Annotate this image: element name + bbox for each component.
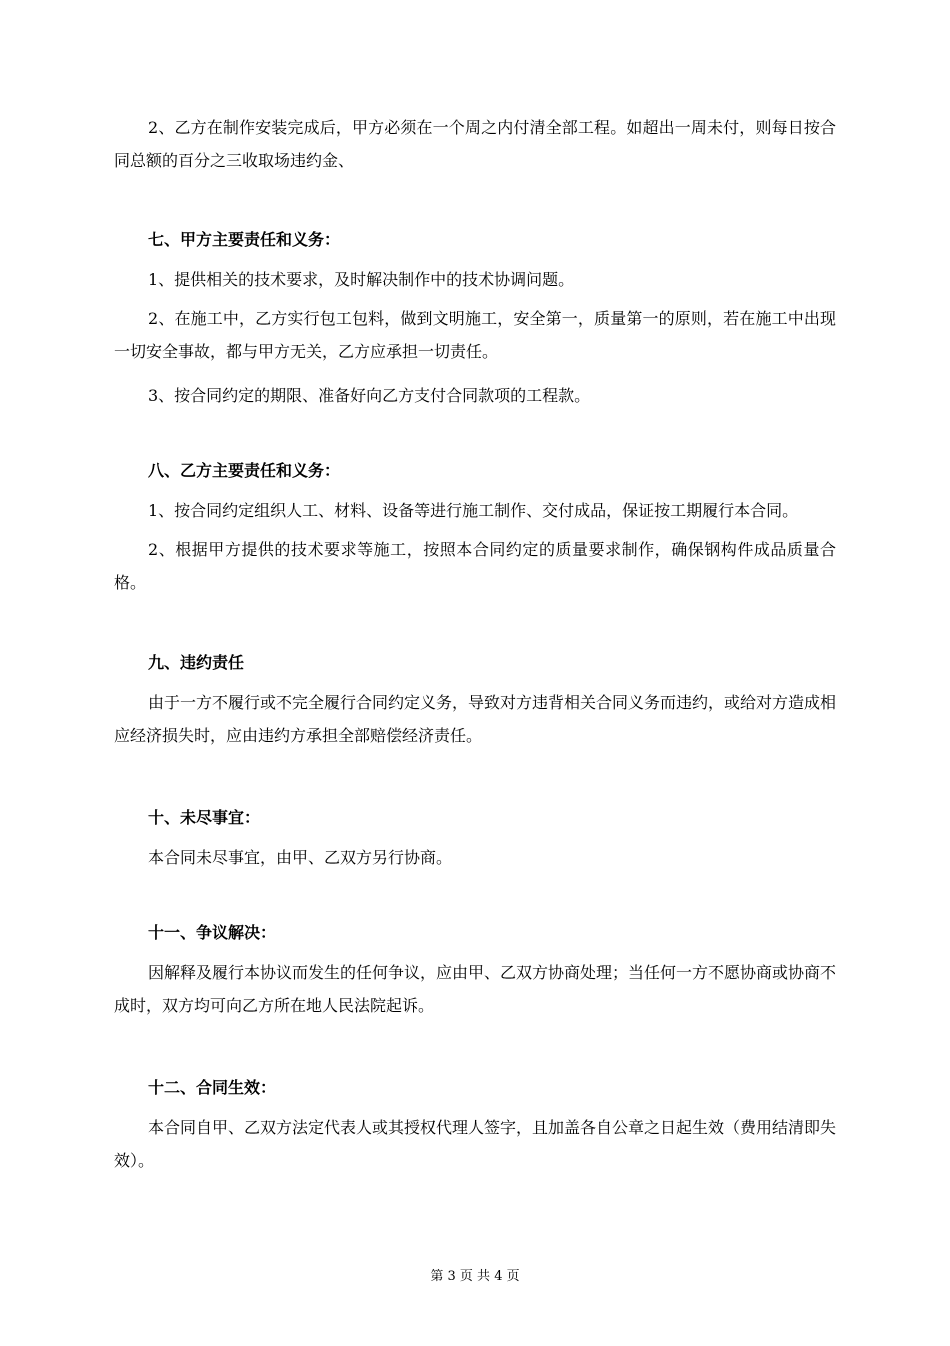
- section-8-heading: 八、乙方主要责任和义务：: [148, 461, 341, 480]
- section-8-paragraph-1: 1、按合同约定组织人工、材料、设备等进行施工制作、交付成品，保证按工期履行本合同。: [148, 501, 799, 520]
- section-11-paragraph-1: 因解释及履行本协议而发生的任何争议，应由甲、乙双方协商处理；当任何一方不愿协商或协商不成时，双方均可向乙方所在地人民法院起诉。: [114, 963, 837, 1015]
- section-7-paragraph-2: 2、在施工中，乙方实行包工包料，做到文明施工，安全第一，质量第一的原则，若在施工中出现一切安全事故，都与甲方无关，乙方应承担一切责任。: [114, 309, 836, 361]
- section-9-paragraph-1: 由于一方不履行或不完全履行合同约定义务，导致对方违背相关合同义务而违约，或给对方造成相应经济损失时，应由违约方承担全部赔偿经济责任。: [114, 693, 837, 745]
- section-7-heading: 七、甲方主要责任和义务：: [148, 230, 341, 249]
- intro-paragraph: 2、乙方在制作安装完成后，甲方必须在一个周之内付清全部工程。如超出一周未付，则每日按合同总额的百分之三收取场违约金、: [114, 118, 836, 170]
- section-12-heading: 十二、合同生效：: [148, 1078, 277, 1097]
- section-8-paragraph-2: 2、根据甲方提供的技术要求等施工，按照本合同约定的质量要求制作，确保钢构件成品质量合格。: [114, 540, 836, 592]
- section-9-heading: 九、违约责任: [148, 653, 245, 672]
- section-7-paragraph-3: 3、按合同约定的期限、准备好向乙方支付合同款项的工程款。: [148, 386, 591, 405]
- page-footer: 第 3 页 共 4 页: [430, 1269, 520, 1284]
- section-11-heading: 十一、争议解决：: [148, 923, 277, 942]
- section-7-paragraph-1: 1、提供相关的技术要求，及时解决制作中的技术协调问题。: [148, 270, 575, 289]
- section-12-paragraph-1: 本合同自甲、乙双方法定代表人或其授权代理人签字，且加盖各自公章之日起生效（费用结清即失效）。: [114, 1118, 837, 1170]
- section-10-heading: 十、未尽事宜：: [148, 808, 261, 827]
- section-10-paragraph-1: 本合同未尽事宜，由甲、乙双方另行协商。: [148, 848, 453, 867]
